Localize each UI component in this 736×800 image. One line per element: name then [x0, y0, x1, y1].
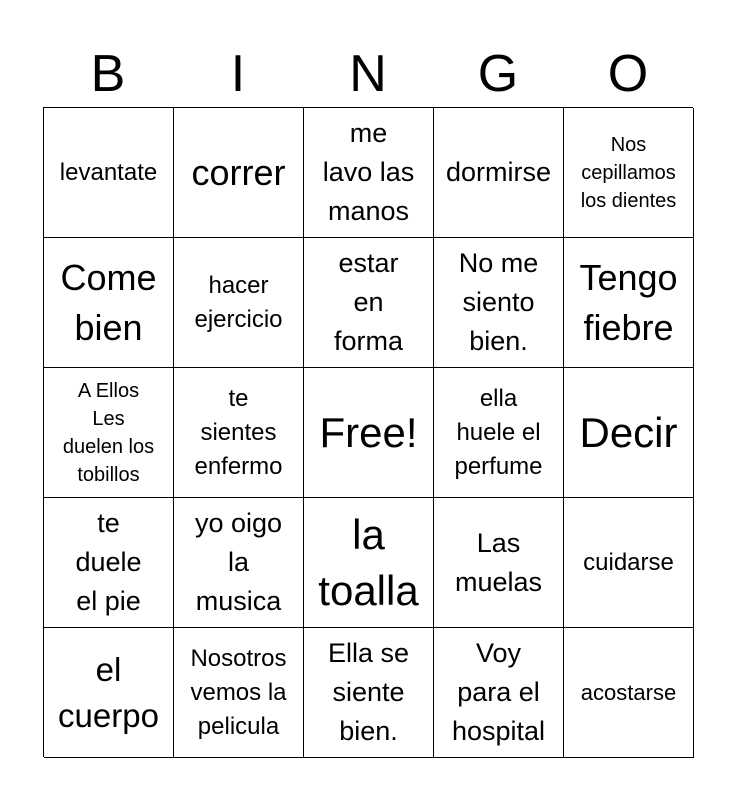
- cell-text: No me siento bien.: [458, 248, 539, 356]
- header-letter-b: B: [90, 45, 126, 103]
- cell-text: Decir: [579, 408, 678, 456]
- bingo-board: [43, 107, 693, 757]
- cell-text: Nosotros vemos la pelicula: [190, 644, 287, 740]
- cell-text: Tengo fiebre: [579, 256, 678, 348]
- cell-text: Come bien: [60, 256, 157, 348]
- cell-text: Voy para el hospital: [451, 638, 546, 746]
- bingo-cell[interactable]: [434, 368, 564, 498]
- cell-text: la toalla: [318, 510, 419, 614]
- cell-text: correr: [191, 151, 286, 193]
- bingo-cell[interactable]: [44, 108, 174, 238]
- cell-text: A Ellos Les duelen los tobillos: [62, 379, 155, 486]
- cell-text: acostarse: [580, 679, 677, 705]
- cell-text: Las muelas: [454, 527, 543, 597]
- bingo-cell[interactable]: [174, 368, 304, 498]
- cell-text: hacer ejercicio: [194, 271, 283, 333]
- header-letter-n: N: [349, 45, 387, 103]
- free-space[interactable]: [304, 368, 434, 498]
- bingo-cell[interactable]: [44, 498, 174, 628]
- bingo-cell[interactable]: [44, 628, 174, 758]
- header-letter-o: O: [607, 45, 649, 103]
- bingo-cell[interactable]: [174, 108, 304, 238]
- cell-text: Nos cepillamos los dientes: [580, 133, 677, 212]
- cell-text: Ella se siente bien.: [327, 638, 410, 746]
- bingo-cell[interactable]: [434, 498, 564, 628]
- cell-text: te sientes enfermo: [194, 384, 283, 480]
- bingo-cell[interactable]: [564, 368, 694, 498]
- header-letter-i: I: [230, 45, 246, 103]
- bingo-cell[interactable]: [434, 108, 564, 238]
- bingo-cell[interactable]: [564, 498, 694, 628]
- bingo-cell[interactable]: [434, 238, 564, 368]
- cell-text: Free!: [319, 408, 418, 456]
- bingo-cell[interactable]: [304, 238, 434, 368]
- bingo-cell[interactable]: [564, 108, 694, 238]
- cell-text: levantate: [59, 158, 158, 186]
- cell-text: me lavo las manos: [322, 118, 415, 226]
- header-letter-g: G: [477, 45, 519, 103]
- bingo-cell[interactable]: [174, 628, 304, 758]
- bingo-cell[interactable]: [304, 498, 434, 628]
- bingo-cell[interactable]: [304, 108, 434, 238]
- bingo-header: [43, 40, 693, 108]
- bingo-cell[interactable]: [174, 498, 304, 628]
- cell-text: te duele el pie: [75, 508, 142, 616]
- cell-text: estar en forma: [333, 248, 404, 356]
- cell-text: el cuerpo: [58, 650, 159, 734]
- bingo-cell[interactable]: [434, 628, 564, 758]
- cell-text: yo oigo la musica: [194, 508, 283, 616]
- cell-text: cuidarse: [583, 548, 674, 576]
- cell-text: dormirse: [445, 157, 552, 187]
- cell-text: ella huele el perfume: [454, 384, 543, 480]
- bingo-cell[interactable]: [564, 628, 694, 758]
- bingo-cell[interactable]: [44, 368, 174, 498]
- bingo-cell[interactable]: [304, 628, 434, 758]
- bingo-cell[interactable]: [564, 238, 694, 368]
- bingo-cell[interactable]: [174, 238, 304, 368]
- bingo-cell[interactable]: [44, 238, 174, 368]
